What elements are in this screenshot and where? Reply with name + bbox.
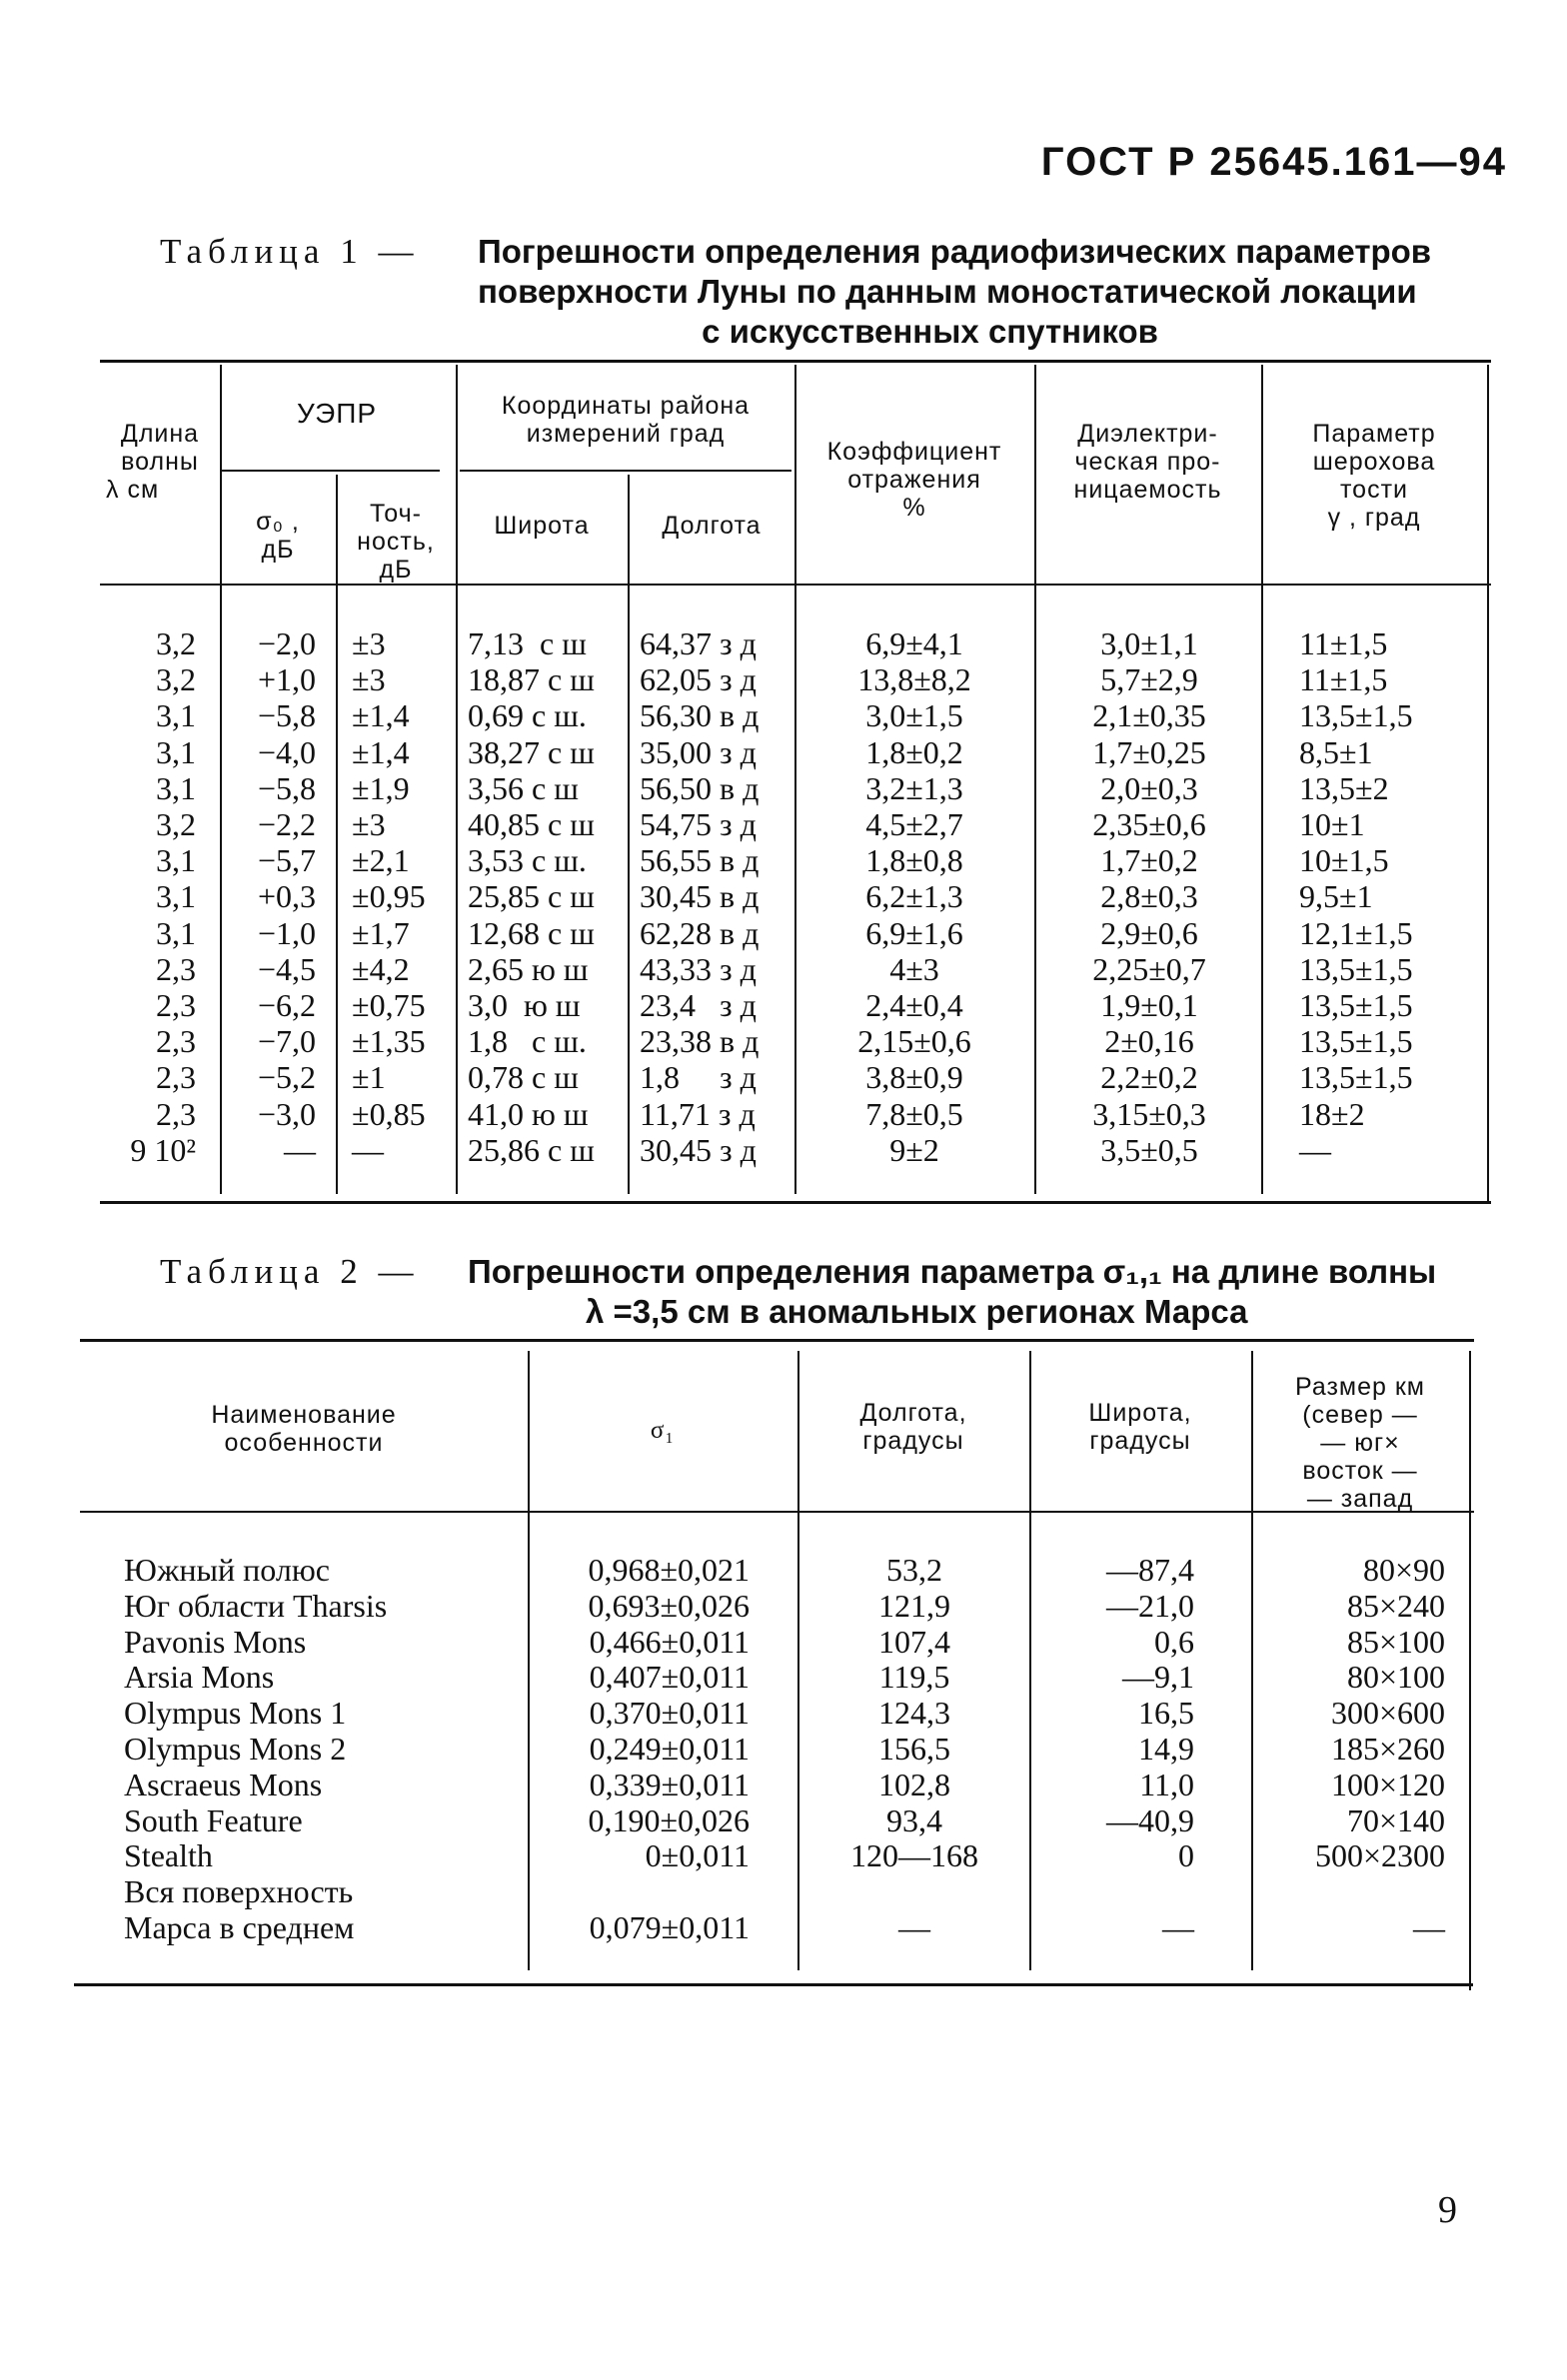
cell-dielectric: 3,15±0,3 (1092, 1095, 1206, 1132)
cell-dielectric: 1,9±0,1 (1100, 987, 1198, 1023)
cell-reflection: 2,4±0,4 (865, 987, 963, 1023)
header-coords: Координаты района измерений град (501, 392, 751, 448)
cell-sigma0: −4,0 (257, 733, 316, 770)
cell-sigma0: −1,0 (257, 914, 316, 951)
cell-longitude: 62,28 в д (640, 914, 760, 951)
cell-feature-name: Olympus Mons 2 (124, 1731, 347, 1767)
cell-longitude: 1,8 з д (640, 1059, 757, 1096)
cell-longitude: 93,4 (886, 1801, 942, 1838)
cell-wavelength: 3,1 (156, 914, 196, 951)
cell-latitude: 0,69 с ш. (468, 697, 587, 734)
cell-dielectric: 2,25±0,7 (1092, 950, 1206, 987)
cell-accuracy: ±1,4 (352, 697, 410, 734)
cell-wavelength: 3,1 (156, 697, 196, 734)
cell-longitude: 54,75 з д (640, 806, 757, 842)
cell-sigma0: −5,8 (257, 697, 316, 734)
cell-latitude: —87,4 (1106, 1552, 1194, 1588)
t2-header-longitude: Долгота, градусы (859, 1399, 967, 1455)
cell-latitude: 38,27 с ш (468, 733, 595, 770)
cell-latitude: 18,87 с ш (468, 661, 595, 698)
cell-size: 500×2300 (1314, 1837, 1445, 1874)
cell-sigma0: +0,3 (257, 878, 316, 915)
cell-accuracy: ±3 (352, 625, 386, 661)
cell-reflection: 1,8±0,2 (865, 733, 963, 770)
cell-reflection: 3,0±1,5 (865, 697, 963, 734)
cell-accuracy: ±0,85 (352, 1095, 426, 1132)
cell-wavelength: 3,1 (156, 842, 196, 879)
table1-label: Таблица 1 — (160, 232, 420, 271)
cell-latitude: 1,8 с ш. (468, 1023, 587, 1060)
cell-accuracy: ±2,1 (352, 842, 410, 879)
cell-dielectric: 2,8±0,3 (1100, 878, 1198, 915)
cell-roughness: 13,5±1,5 (1299, 1059, 1413, 1096)
header-accuracy: Точ- ность, дБ (357, 500, 435, 584)
cell-sigma: 0,466±0,011 (589, 1623, 750, 1660)
cell-longitude: — (898, 1909, 930, 1945)
cell-roughness: 18±2 (1299, 1095, 1365, 1132)
cell-latitude: 3,53 с ш. (468, 842, 587, 879)
cell-size: 80×90 (1362, 1552, 1445, 1588)
cell-wavelength: 2,3 (156, 1095, 196, 1132)
cell-latitude: 40,85 с ш (468, 806, 595, 842)
cell-accuracy: ±4,2 (352, 950, 410, 987)
cell-latitude: 7,13 с ш (468, 625, 587, 661)
cell-wavelength: 9 10² (130, 1131, 196, 1168)
table1-title-line-2: поверхности Луны по данным моностатической локации (478, 273, 1417, 310)
cell-reflection: 6,9±1,6 (865, 914, 963, 951)
cell-wavelength: 2,3 (156, 1059, 196, 1096)
cell-feature-name: Вся поверхность (124, 1873, 354, 1910)
cell-latitude: 2,65 ю ш (468, 950, 589, 987)
cell-longitude: 119,5 (878, 1659, 950, 1696)
cell-roughness: 13,5±1,5 (1299, 987, 1413, 1023)
cell-dielectric: 3,5±0,5 (1100, 1131, 1198, 1168)
cell-roughness: 9,5±1 (1299, 878, 1373, 915)
t2-header-latitude: Широта, градусы (1088, 1399, 1192, 1455)
cell-wavelength: 3,1 (156, 878, 196, 915)
cell-latitude: 3,56 с ш (468, 769, 579, 806)
cell-reflection: 13,8±8,2 (857, 661, 971, 698)
cell-latitude: 14,9 (1138, 1731, 1194, 1767)
cell-longitude: 11,71 з д (640, 1095, 756, 1132)
cell-dielectric: 5,7±2,9 (1100, 661, 1198, 698)
cell-latitude: — (1162, 1909, 1194, 1945)
cell-wavelength: 3,2 (156, 625, 196, 661)
cell-latitude: —21,0 (1106, 1587, 1194, 1624)
cell-accuracy: — (352, 1131, 384, 1168)
cell-sigma: 0,968±0,021 (588, 1552, 750, 1588)
header-reflection: Коэффициент отражения % (826, 438, 1002, 522)
cell-sigma0: — (284, 1131, 316, 1168)
cell-size: 100×120 (1330, 1766, 1445, 1802)
cell-roughness: 13,5±2 (1299, 769, 1389, 806)
cell-sigma0: −6,2 (257, 987, 316, 1023)
cell-sigma: 0,370±0,011 (589, 1695, 750, 1732)
cell-latitude: 16,5 (1138, 1695, 1194, 1732)
cell-sigma0: −7,0 (257, 1023, 316, 1060)
cell-sigma: 0,249±0,011 (589, 1731, 750, 1767)
cell-dielectric: 2±0,16 (1104, 1023, 1194, 1060)
cell-feature-name: Olympus Mons 1 (124, 1695, 347, 1732)
cell-size: — (1413, 1909, 1445, 1945)
cell-longitude: 64,37 з д (640, 625, 757, 661)
cell-wavelength: 3,2 (156, 806, 196, 842)
table2-label: Таблица 2 — (160, 1252, 420, 1291)
cell-latitude: 3,0 ю ш (468, 987, 581, 1023)
document-id: ГОСТ Р 25645.161—94 (1040, 140, 1507, 184)
cell-sigma0: −5,2 (257, 1059, 316, 1096)
cell-reflection: 3,8±0,9 (865, 1059, 963, 1096)
cell-dielectric: 1,7±0,2 (1100, 842, 1198, 879)
table2-title-line-1: Погрешности определения параметра σ₁,₁ на длине волны (468, 1253, 1437, 1290)
cell-roughness: 8,5±1 (1299, 733, 1373, 770)
header-uepr: УЭПР (296, 398, 378, 429)
cell-reflection: 6,2±1,3 (865, 878, 963, 915)
cell-longitude: 120—168 (850, 1837, 978, 1874)
cell-latitude: 12,68 с ш (468, 914, 595, 951)
cell-sigma0: −4,5 (257, 950, 316, 987)
t2-header-size: Размер км (север — — юг× восток — — запад (1295, 1373, 1425, 1513)
page-number: 9 (1438, 2189, 1457, 2231)
cell-latitude: 11,0 (1139, 1766, 1194, 1802)
cell-dielectric: 2,0±0,3 (1100, 769, 1198, 806)
cell-latitude: 0,6 (1154, 1623, 1194, 1660)
header-longitude: Долгота (662, 512, 762, 540)
cell-wavelength: 2,3 (156, 1023, 196, 1060)
table2-title-line-2: λ =3,5 см в аномальных регионах Марса (586, 1293, 1248, 1330)
cell-sigma0: +1,0 (257, 661, 316, 698)
cell-longitude: 23,4 з д (640, 987, 757, 1023)
cell-longitude: 56,50 в д (640, 769, 760, 806)
cell-roughness: 13,5±1,5 (1299, 697, 1413, 734)
cell-dielectric: 2,2±0,2 (1100, 1059, 1198, 1096)
cell-reflection: 1,8±0,8 (865, 842, 963, 879)
cell-roughness: 11±1,5 (1299, 625, 1388, 661)
cell-longitude: 35,00 з д (640, 733, 757, 770)
cell-size: 185×260 (1330, 1731, 1445, 1767)
cell-accuracy: ±1 (352, 1059, 386, 1096)
cell-size: 85×100 (1346, 1623, 1445, 1660)
cell-sigma0: −3,0 (257, 1095, 316, 1132)
cell-accuracy: ±0,75 (352, 987, 426, 1023)
cell-dielectric: 2,35±0,6 (1092, 806, 1206, 842)
cell-sigma: 0±0,011 (645, 1837, 750, 1874)
header-roughness: Параметр шерохова тости γ , град (1312, 420, 1436, 532)
cell-size: 80×100 (1346, 1659, 1445, 1696)
t2-header-sigma: σ₁ (650, 1417, 676, 1444)
cell-wavelength: 3,1 (156, 733, 196, 770)
cell-longitude: 124,3 (878, 1695, 950, 1732)
cell-accuracy: ±1,9 (352, 769, 410, 806)
cell-sigma: 0,079±0,011 (589, 1909, 750, 1945)
t2-header-name: Наименование особенности (211, 1401, 397, 1457)
cell-sigma: 0,407±0,011 (589, 1659, 750, 1696)
cell-size: 85×240 (1346, 1587, 1445, 1624)
header-dielectric: Диэлектри- ческая про- ницаемость (1073, 420, 1222, 504)
cell-feature-name: Arsia Mons (124, 1659, 275, 1696)
cell-dielectric: 2,9±0,6 (1100, 914, 1198, 951)
table1-title-line-3: с искусственных спутников (702, 313, 1158, 350)
cell-longitude: 156,5 (878, 1731, 950, 1767)
cell-sigma: 0,693±0,026 (588, 1587, 750, 1624)
cell-reflection: 3,2±1,3 (865, 769, 963, 806)
cell-roughness: 10±1,5 (1299, 842, 1389, 879)
cell-accuracy: ±1,35 (352, 1023, 426, 1060)
cell-longitude: 102,8 (878, 1766, 950, 1802)
cell-sigma0: −5,7 (257, 842, 316, 879)
header-wavelength: Длина волны λ см (106, 420, 200, 504)
cell-latitude: 25,86 с ш (468, 1131, 595, 1168)
cell-accuracy: ±3 (352, 661, 386, 698)
cell-longitude: 56,30 в д (640, 697, 760, 734)
cell-feature-name: Ascraeus Mons (124, 1766, 323, 1802)
cell-latitude: 41,0 ю ш (468, 1095, 589, 1132)
cell-longitude: 107,4 (878, 1623, 950, 1660)
cell-reflection: 7,8±0,5 (865, 1095, 963, 1132)
cell-roughness: 10±1 (1299, 806, 1365, 842)
cell-wavelength: 2,3 (156, 950, 196, 987)
cell-roughness: 11±1,5 (1299, 661, 1388, 698)
cell-accuracy: ±0,95 (352, 878, 426, 915)
cell-roughness: 13,5±1,5 (1299, 1023, 1413, 1060)
cell-reflection: 9±2 (889, 1131, 939, 1168)
cell-size: 70×140 (1346, 1801, 1445, 1838)
cell-accuracy: ±3 (352, 806, 386, 842)
header-sigma0: σ₀ , дБ (256, 508, 300, 564)
cell-sigma: 0,339±0,011 (589, 1766, 750, 1802)
cell-longitude: 53,2 (886, 1552, 942, 1588)
cell-feature-name: Stealth (124, 1837, 213, 1874)
cell-latitude: —9,1 (1122, 1659, 1194, 1696)
cell-reflection: 2,15±0,6 (857, 1023, 971, 1060)
cell-latitude: 0 (1178, 1837, 1194, 1874)
cell-latitude: 0,78 с ш (468, 1059, 579, 1096)
cell-dielectric: 1,7±0,25 (1092, 733, 1206, 770)
cell-longitude: 30,45 з д (640, 1131, 757, 1168)
cell-accuracy: ±1,4 (352, 733, 410, 770)
table1-title-line-1: Погрешности определения радиофизических параметров (478, 233, 1432, 270)
header-latitude: Широта (494, 512, 590, 540)
cell-sigma: 0,190±0,026 (588, 1801, 750, 1838)
cell-size: 300×600 (1330, 1695, 1445, 1732)
cell-longitude: 43,33 з д (640, 950, 757, 987)
cell-wavelength: 2,3 (156, 987, 196, 1023)
cell-roughness: 13,5±1,5 (1299, 950, 1413, 987)
cell-feature-name: Марса в среднем (124, 1909, 355, 1945)
cell-longitude: 62,05 з д (640, 661, 757, 698)
cell-dielectric: 3,0±1,1 (1100, 625, 1198, 661)
cell-reflection: 4±3 (889, 950, 939, 987)
cell-latitude: 25,85 с ш (468, 878, 595, 915)
cell-sigma0: −2,0 (257, 625, 316, 661)
cell-sigma0: −5,8 (257, 769, 316, 806)
cell-latitude: —40,9 (1106, 1801, 1194, 1838)
cell-roughness: 12,1±1,5 (1299, 914, 1413, 951)
cell-feature-name: Южный полюс (124, 1552, 330, 1588)
cell-longitude: 30,45 в д (640, 878, 760, 915)
cell-sigma0: −2,2 (257, 806, 316, 842)
cell-reflection: 4,5±2,7 (865, 806, 963, 842)
cell-reflection: 6,9±4,1 (865, 625, 963, 661)
cell-feature-name: Pavonis Mons (124, 1623, 307, 1660)
cell-longitude: 23,38 в д (640, 1023, 760, 1060)
cell-feature-name: South Feature (124, 1801, 303, 1838)
cell-wavelength: 3,1 (156, 769, 196, 806)
cell-accuracy: ±1,7 (352, 914, 410, 951)
cell-roughness: — (1299, 1131, 1331, 1168)
cell-dielectric: 2,1±0,35 (1092, 697, 1206, 734)
cell-wavelength: 3,2 (156, 661, 196, 698)
cell-longitude: 56,55 в д (640, 842, 760, 879)
cell-feature-name: Юг области Tharsis (124, 1587, 388, 1624)
cell-longitude: 121,9 (878, 1587, 950, 1624)
